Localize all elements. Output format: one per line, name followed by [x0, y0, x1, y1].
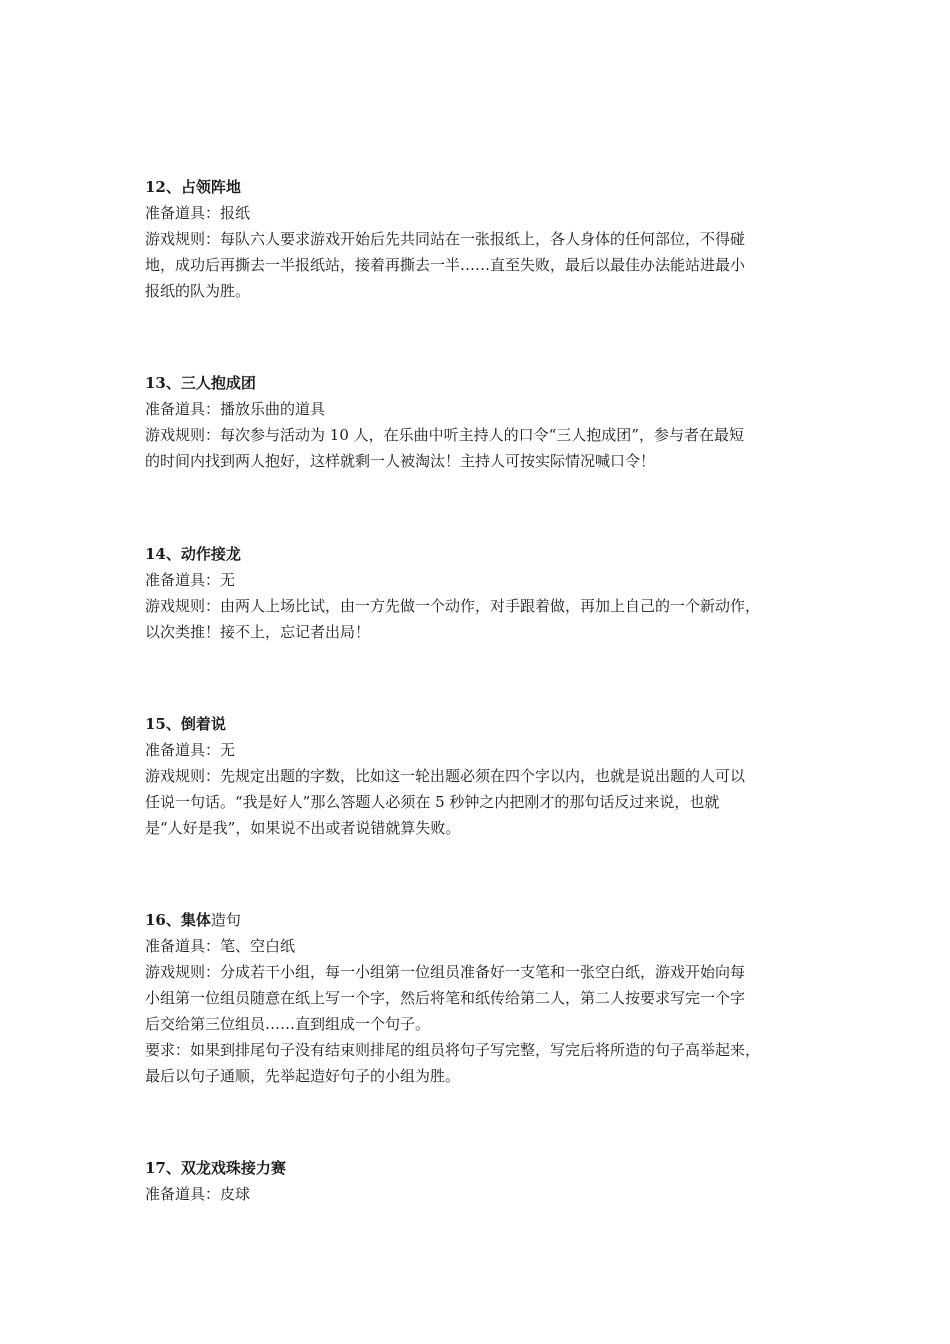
rules-line: 游戏规则：每队六人要求游戏开始后先共同站在一张报纸上，各人身体的任何部位，不得碰: [145, 230, 746, 248]
rules-line: 小组第一位组员随意在纸上写一个字，然后将笔和纸传给第二人，第二人按要求写完一个字: [145, 989, 746, 1007]
game-section-13: [145, 370, 825, 474]
game-section-17: [145, 1155, 825, 1207]
rules-line: 游戏规则：分成若干小组，每一小组第一位组员准备好一支笔和一张空白纸，游戏开始向每: [145, 963, 746, 981]
requirement-line: 最后以句子通顺，先举起造好句子的小组为胜。: [145, 1067, 461, 1085]
props-line: 准备道具：皮球: [145, 1185, 251, 1203]
section-title: 17、双龙戏珠接力赛: [145, 1159, 286, 1177]
rules-line: 的时间内找到两人抱好，这样就剩一人被淘汰！主持人可按实际情况喊口令！: [145, 452, 656, 470]
rules-line: 是“人好是我”，如果说不出或者说错就算失败。: [145, 819, 461, 837]
rules-line: 游戏规则：每次参与活动为 10 人，在乐曲中听主持人的口令“三人抱成团”，参与者在最短: [145, 426, 744, 444]
rules-line: 任说一句话。“我是好人”那么答题人必须在 5 秒钟之内把刚才的那句话反过来说，也就: [145, 793, 720, 811]
rules-line: 地，成功后再撕去一半报纸站，接着再撕去一半……直至失败，最后以最佳办法能站进最小: [145, 256, 746, 274]
rules-line: 后交给第三位组员……直到组成一个句子。: [145, 1015, 431, 1033]
props-line: 准备道具：播放乐曲的道具: [145, 400, 326, 418]
props-line: 准备道具：报纸: [145, 204, 251, 222]
section-title: 13、三人抱成团: [145, 374, 256, 392]
rules-line: 游戏规则：由两人上场比试，由一方先做一个动作，对手跟着做，再加上自己的一个新动作，: [145, 597, 761, 615]
section-title: [145, 907, 825, 933]
section-title: 12、占领阵地: [145, 178, 241, 196]
section-title: 14、动作接龙: [145, 545, 241, 563]
game-section-15: [145, 711, 825, 841]
props-line: 准备道具：无: [145, 741, 236, 759]
rules-line: 游戏规则：先规定出题的字数，比如这一轮出题必须在四个字以内，也就是说出题的人可以: [145, 767, 746, 785]
rules-line: 以次类推！接不上，忘记者出局！: [145, 623, 371, 641]
props-line: 准备道具：无: [145, 571, 236, 589]
requirement-line: 要求：如果到排尾句子没有结束则排尾的组员将句子写完整，写完后将所造的句子高举起来，: [145, 1041, 761, 1059]
game-section-14: [145, 541, 825, 645]
section-title: 15、倒着说: [145, 715, 226, 733]
section-title-bold: 16、集体: [145, 911, 211, 929]
game-section-12: [145, 174, 825, 304]
section-title-rest: 造句: [210, 911, 241, 929]
rules-line: 报纸的队为胜。: [145, 282, 251, 300]
props-line: 准备道具：笔、空白纸: [145, 937, 296, 955]
game-section-16: [145, 907, 825, 1089]
